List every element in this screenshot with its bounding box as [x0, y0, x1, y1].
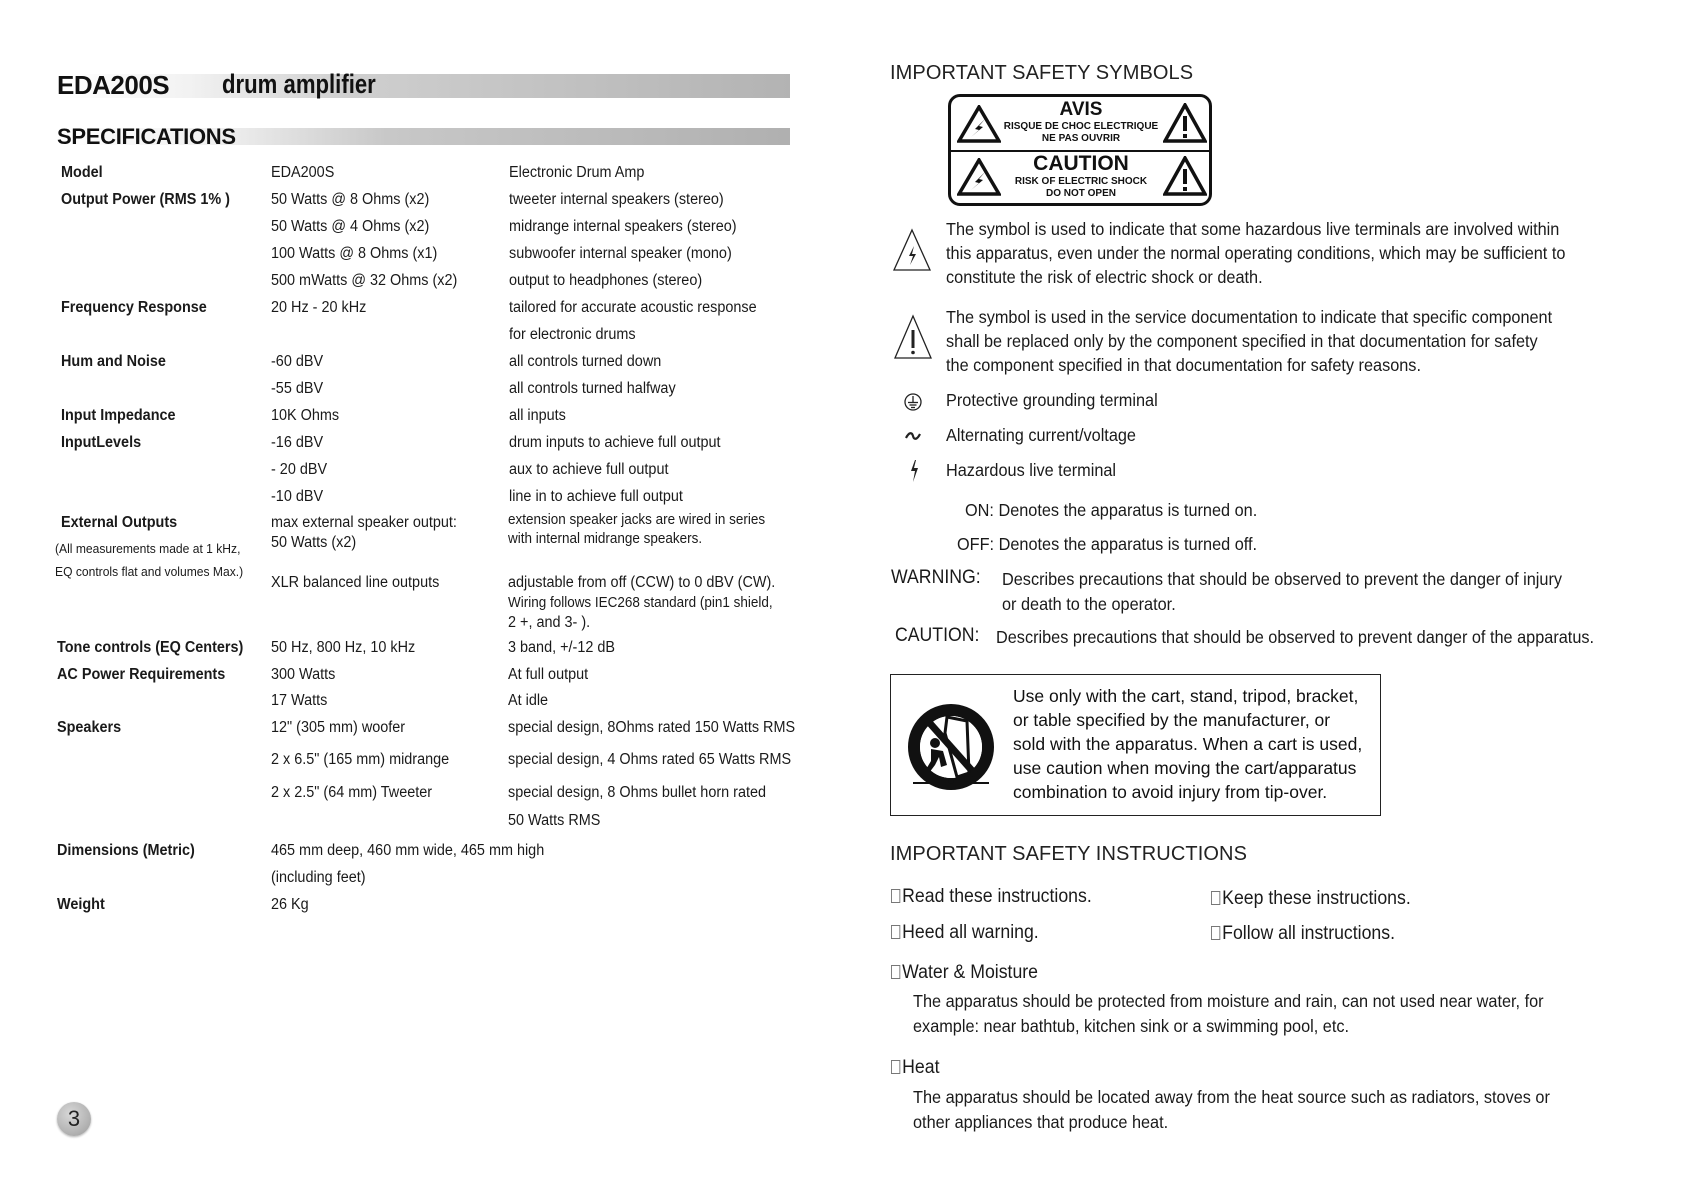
spec-note: for electronic drums [509, 326, 636, 343]
safety-instructions-heading: IMPORTANT SAFETY INSTRUCTIONS [890, 843, 1248, 865]
on-description: ON: Denotes the apparatus is turned on. [965, 500, 1258, 520]
spec-note: 2 +, and 3- ). [508, 614, 591, 631]
page-number-badge [57, 1102, 91, 1136]
exclamation-symbol-line: shall be replaced only by the component specified in that documentation for safety [946, 331, 1538, 351]
exclamation-triangle-icon [1163, 103, 1207, 143]
water-moisture-heading [891, 962, 1038, 984]
cart-warning-line: or table specified by the manufacturer, or [1013, 710, 1331, 730]
spec-note: all inputs [509, 407, 566, 424]
spec-value: 17 Watts [271, 692, 328, 709]
spec-note: extension speaker jacks are wired in series [508, 512, 766, 528]
cart-tip-over-icon [905, 703, 997, 793]
spec-label: Hum and Noise [61, 353, 166, 370]
spec-value: -16 dBV [271, 434, 324, 451]
spec-note: 3 band, +/-12 dB [508, 639, 615, 656]
cart-warning-line: sold with the apparatus. When a cart is used, [1013, 734, 1363, 754]
spec-value: 20 Hz - 20 kHz [271, 299, 367, 316]
checkbox-icon [891, 965, 900, 979]
instruction-follow [1211, 923, 1395, 945]
spec-value: 12" (305 mm) woofer [271, 719, 406, 736]
spec-note: Electronic Drum Amp [509, 164, 645, 181]
instruction-text: Keep these instructions. [1222, 888, 1411, 909]
spec-label: Output Power (RMS 1% ) [61, 191, 230, 208]
warning-text: Describes precautions that should be observed to prevent the danger of injury [1002, 569, 1563, 589]
water-text: example: near bathtub, kitchen sink or a swimming pool, etc. [913, 1016, 1350, 1036]
lightning-symbol-line: The symbol is used to indicate that some hazardous live terminals are involved within [946, 219, 1560, 239]
spec-note: special design, 4 Ohms rated 65 Watts RMS [508, 751, 792, 768]
electric-shock-triangle-icon [957, 158, 1001, 196]
spec-label: Model [61, 164, 103, 181]
spec-label: Frequency Response [61, 299, 207, 316]
spec-value: - 20 dBV [271, 461, 328, 478]
spec-value: XLR balanced line outputs [271, 574, 440, 591]
spec-note: line in to achieve full output [509, 488, 683, 505]
spec-label: Tone controls (EQ Centers) [57, 639, 244, 656]
instruction-text: Follow all instructions. [1222, 923, 1395, 944]
exclamation-triangle-icon [1163, 156, 1207, 196]
spec-note: midrange internal speakers (stereo) [509, 218, 737, 235]
spec-note: Wiring follows IEC268 standard (pin1 shield, [508, 595, 773, 611]
cart-warning-line: use caution when moving the cart/apparatus [1013, 758, 1357, 778]
symbol-description: Alternating current/voltage [946, 425, 1136, 445]
spec-label: Dimensions (Metric) [57, 842, 195, 859]
spec-value: 2 x 2.5" (64 mm) Tweeter [271, 784, 433, 801]
heat-text: The apparatus should be located away from the heat source such as radiators, stoves or [913, 1087, 1550, 1107]
spec-label: InputLevels [61, 434, 142, 451]
spec-value: 50 Watts @ 8 Ohms (x2) [271, 191, 430, 208]
spec-note: special design, 8 Ohms bullet horn rated [508, 784, 767, 801]
avis-line2: NE PAS OUVRIR [1041, 133, 1121, 144]
warning-text: or death to the operator. [1002, 594, 1176, 614]
spec-label: Input Impedance [61, 407, 176, 424]
spec-label: AC Power Requirements [57, 666, 226, 683]
spec-note: output to headphones (stereo) [509, 272, 703, 289]
spec-value: EDA200S [271, 164, 335, 181]
avis-line1: RISQUE DE CHOC ELECTRIQUE [1003, 121, 1159, 132]
spec-value: -60 dBV [271, 353, 324, 370]
caution-text: Describes precautions that should be observed to prevent danger of the apparatus. [996, 627, 1595, 647]
spec-note: aux to achieve full output [509, 461, 669, 478]
exclamation-symbol-line: The symbol is used in the service documentation to indicate that specific component [946, 307, 1553, 327]
spec-label: Speakers [57, 719, 122, 736]
instruction-read [891, 886, 1092, 908]
symbol-description: Hazardous live terminal [946, 460, 1117, 480]
caution-line2: DO NOT OPEN [1045, 188, 1116, 199]
spec-value: 10K Ohms [271, 407, 340, 424]
spec-note: tweeter internal speakers (stereo) [509, 191, 724, 208]
safety-symbols-heading: IMPORTANT SAFETY SYMBOLS [890, 62, 1194, 84]
spec-note: subwoofer internal speaker (mono) [509, 245, 732, 262]
instruction-heed [891, 922, 1039, 944]
heat-text: other appliances that produce heat. [913, 1112, 1169, 1132]
checkbox-icon [891, 889, 900, 903]
instruction-keep [1211, 888, 1411, 910]
exclamation-triangle-icon [893, 314, 933, 360]
page-number: 3 [67, 1106, 81, 1131]
lightning-triangle-icon [892, 228, 932, 272]
spec-note: with internal midrange speakers. [508, 531, 703, 547]
spec-value: 50 Watts @ 4 Ohms (x2) [271, 218, 430, 235]
avis-title: AVIS [1059, 99, 1103, 120]
spec-note: 50 Watts RMS [508, 812, 601, 829]
spec-value: 50 Watts (x2) [271, 534, 357, 551]
instruction-text: Heat [902, 1057, 940, 1078]
spec-footnote: (All measurements made at 1 kHz, [55, 541, 241, 556]
spec-value: 50 Hz, 800 Hz, 10 kHz [271, 639, 416, 656]
spec-note: tailored for accurate acoustic response [509, 299, 757, 316]
caution-label: CAUTION: [895, 625, 980, 646]
spec-value: (including feet) [271, 869, 366, 886]
heat-heading [891, 1057, 939, 1079]
lightning-symbol-line: constitute the risk of electric shock or death. [946, 267, 1263, 287]
checkbox-icon [1211, 926, 1220, 940]
spec-label: External Outputs [61, 514, 178, 531]
cart-warning-line: combination to avoid injury from tip-over. [1013, 782, 1328, 802]
spec-value: 2 x 6.5" (165 mm) midrange [271, 751, 450, 768]
warning-label: WARNING: [891, 567, 981, 588]
spec-value: max external speaker output: [271, 514, 457, 531]
spec-value: 100 Watts @ 8 Ohms (x1) [271, 245, 438, 262]
exclamation-symbol-line: the component specified in that documentation for safety reasons. [946, 355, 1421, 375]
cart-warning-line: Use only with the cart, stand, tripod, bracket, [1013, 686, 1359, 706]
instruction-text: Heed all warning. [902, 922, 1039, 943]
spec-value: 300 Watts [271, 666, 336, 683]
tilde-icon [904, 430, 922, 442]
model-title: EDA200S [57, 70, 170, 100]
checkbox-icon [1211, 891, 1220, 905]
instruction-text: Read these instructions. [902, 886, 1092, 907]
spec-value: -10 dBV [271, 488, 324, 505]
spec-note: At full output [508, 666, 589, 683]
spec-value: 500 mWatts @ 32 Ohms (x2) [271, 272, 458, 289]
caution-title: CAUTION [1033, 152, 1129, 175]
spec-label: Weight [57, 896, 105, 913]
spec-note: all controls turned down [509, 353, 662, 370]
symbol-description: Protective grounding terminal [946, 390, 1158, 410]
spec-note: adjustable from off (CCW) to 0 dBV (CW). [508, 574, 776, 591]
spec-footnote: EQ controls flat and volumes Max.) [55, 564, 244, 579]
instruction-text: Water & Moisture [902, 962, 1038, 983]
specifications-heading: SPECIFICATIONS [57, 124, 236, 149]
checkbox-icon [891, 925, 900, 939]
checkbox-icon [891, 1060, 900, 1074]
spec-value: 26 Kg [271, 896, 309, 913]
lightning-icon [908, 459, 920, 483]
spec-note: At idle [508, 692, 549, 709]
electric-shock-triangle-icon [957, 105, 1001, 143]
shock-warning-label [948, 94, 1212, 206]
spec-note: special design, 8Ohms rated 150 Watts RMS [508, 719, 796, 736]
cart-warning-text [1013, 684, 1362, 804]
caution-line1: RISK OF ELECTRIC SHOCK [1014, 176, 1148, 187]
spec-note: all controls turned halfway [509, 380, 676, 397]
off-description: OFF: Denotes the apparatus is turned off. [957, 534, 1258, 554]
spec-note: drum inputs to achieve full output [509, 434, 721, 451]
product-title: drum amplifier [222, 69, 376, 99]
water-text: The apparatus should be protected from moisture and rain, can not used near water, for [913, 991, 1544, 1011]
spec-value: -55 dBV [271, 380, 324, 397]
ground-icon [903, 392, 923, 412]
lightning-symbol-line: this apparatus, even under the normal operating conditions, which may be sufficient to [946, 243, 1566, 263]
spec-value: 465 mm deep, 460 mm wide, 465 mm high [271, 842, 545, 859]
